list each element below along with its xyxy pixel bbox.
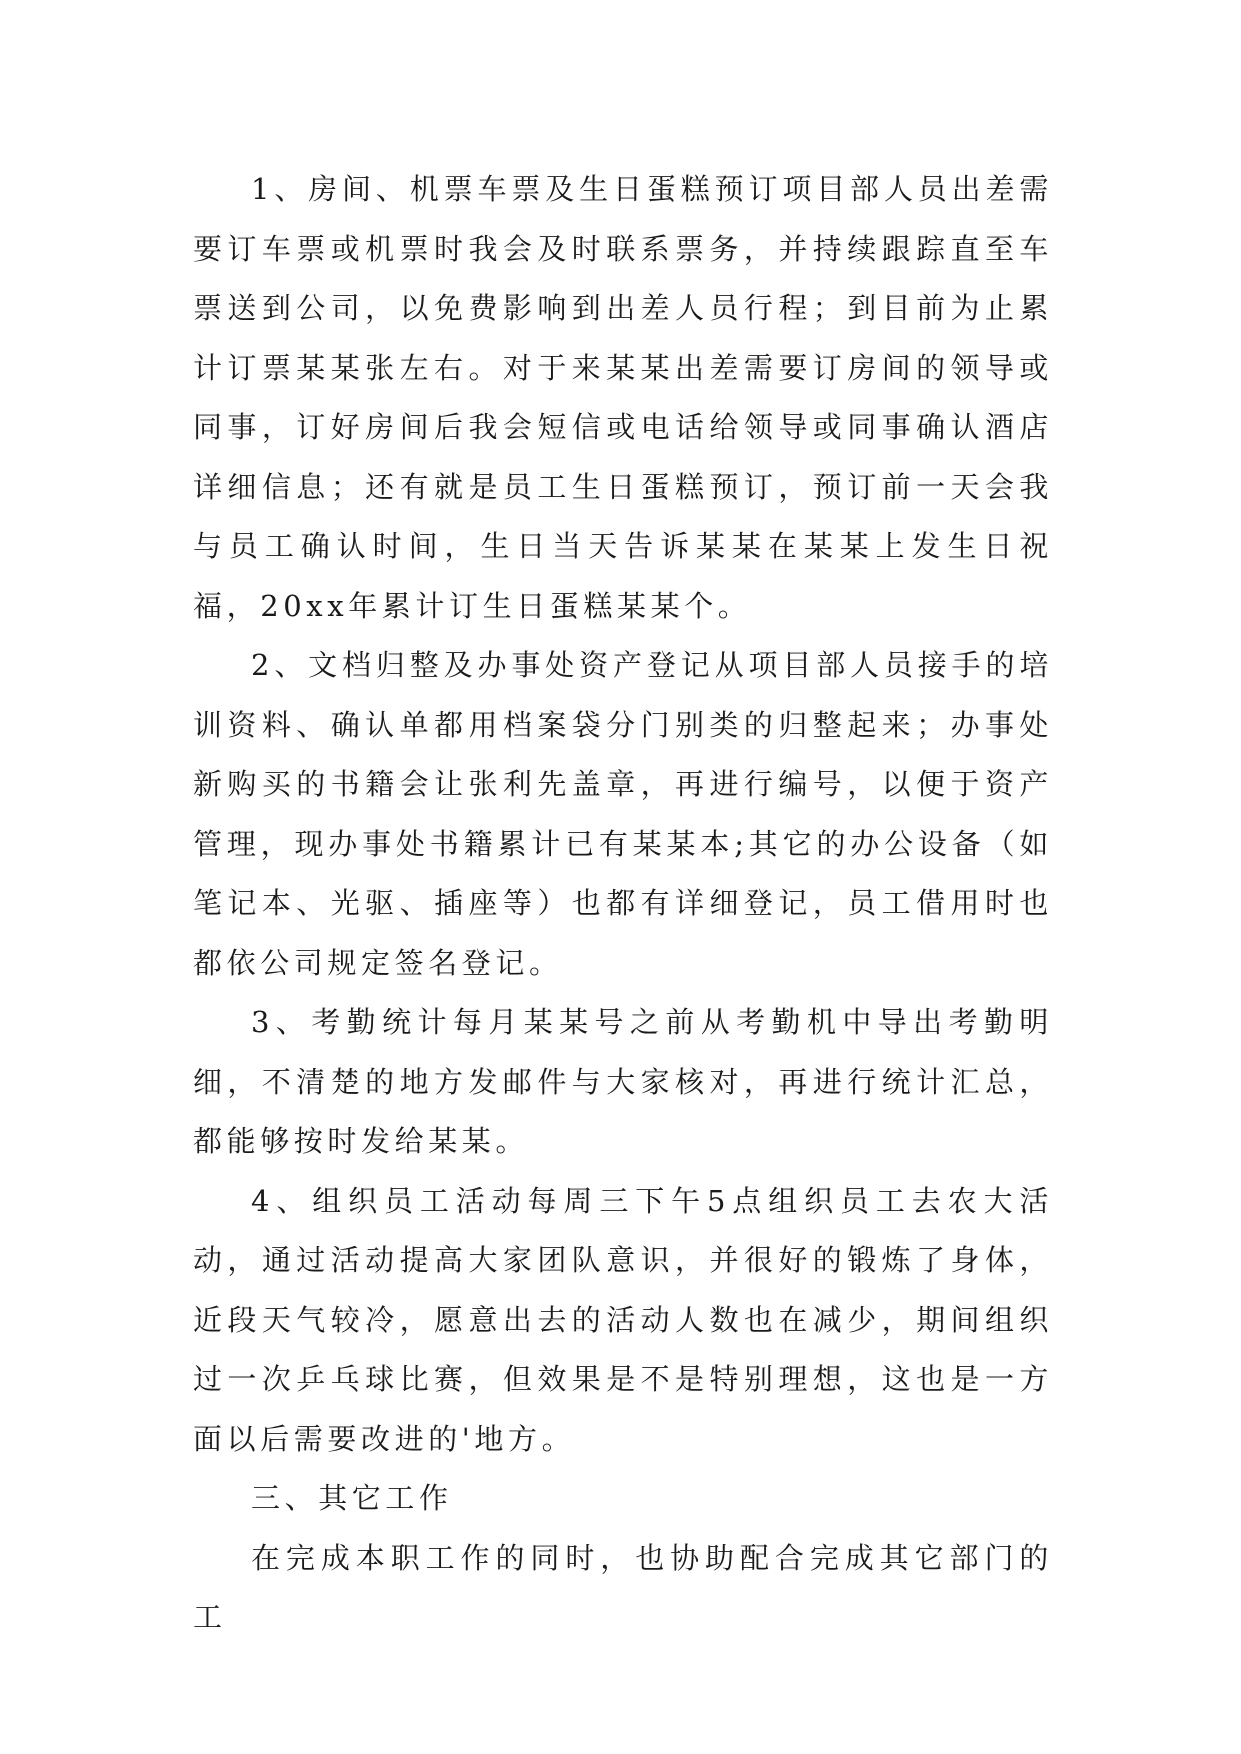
paragraph-booking: 1、房间、机票车票及生日蛋糕预订项目部人员出差需要订车票或机票时我会及时联系票务，并持续跟踪直至车票送到公司，以免费影响到出差人员行程；到目前为止累计订票某某张左右。对于来某某出差需要订房间的领导或同事，订好房间后我会短信或电话给领导或同事确认酒店详细信息；还有就是员工生日蛋糕预订，预订前一天会我与员工确认时间，生日当天告诉某某在某某上发生日祝福，20xx年累计订生日蛋糕某某个。: [193, 172, 1053, 623]
section-heading-other-work: 三、其它工作: [251, 1481, 453, 1515]
paragraph-archiving: 2、文档归整及办事处资产登记从项目部人员接手的培训资料、确认单都用档案袋分门别类的归整起来；办事处新购买的书籍会让张利先盖章，再进行编号，以便于资产管理，现办事处书籍累计已有某某本;其它的办公设备（如笔记本、光驱、插座等）也都有详细登记，员工借用时也都依公司规定签名登记。: [193, 648, 1053, 980]
document-body: [193, 160, 1053, 1648]
paragraph-attendance: 3、考勤统计每月某某号之前从考勤机中导出考勤明细，不清楚的地方发邮件与大家核对，再进行统计汇总，都能够按时发给某某。: [193, 1005, 1053, 1158]
paragraph-activities: 4、组织员工活动每周三下午5点组织员工去农大活动，通过活动提高大家团队意识，并很好的锻炼了身体，近段天气较冷，愿意出去的活动人数也在减少，期间组织过一次乒乓球比赛，但效果是不是特别理想，这也是一方面以后需要改进的'地方。: [193, 1183, 1053, 1456]
paragraph-other-work: 在完成本职工作的同时，也协助配合完成其它部门的工: [193, 1540, 1053, 1634]
